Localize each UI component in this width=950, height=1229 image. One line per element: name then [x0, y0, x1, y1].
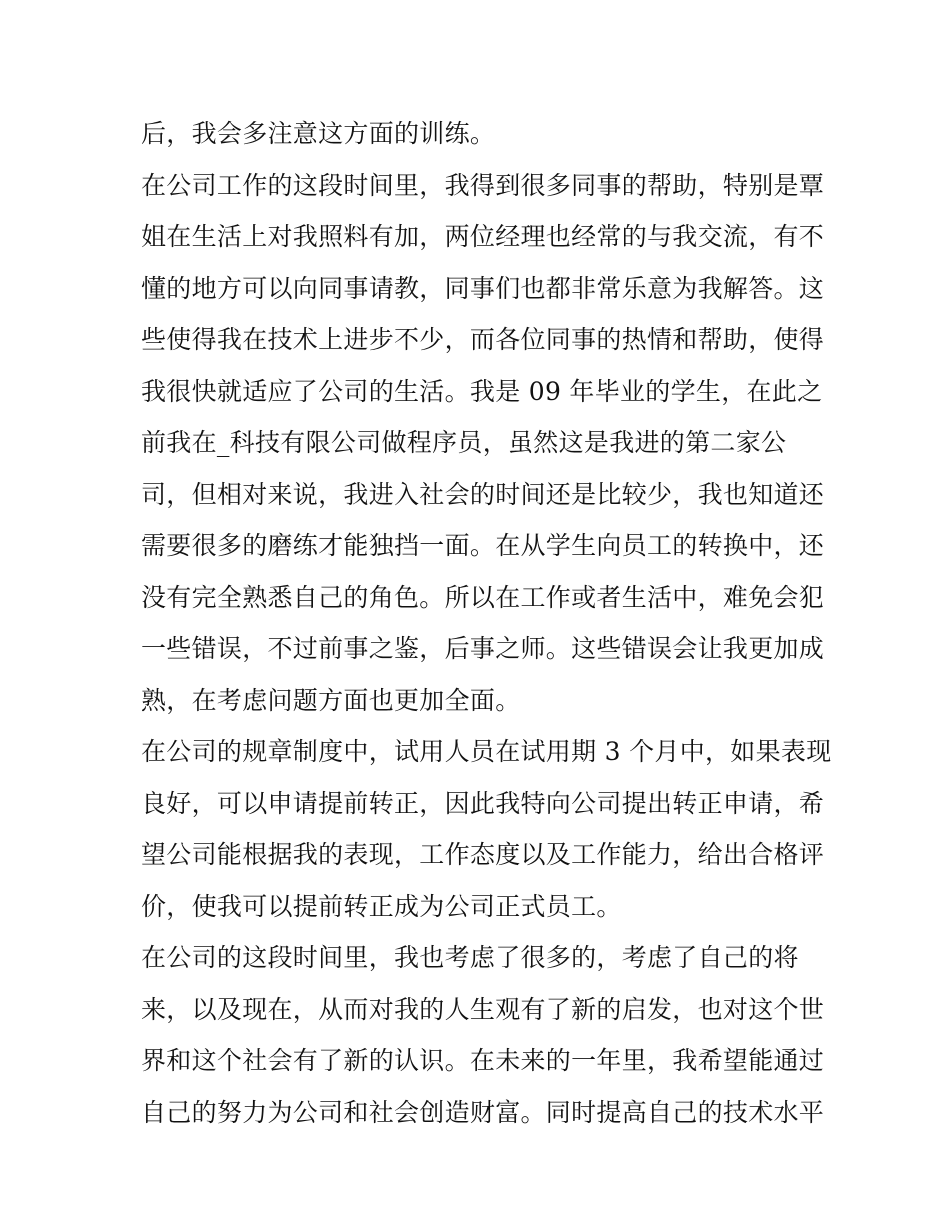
text-line: 在公司的规章制度中，试用人员在试用期 3 个月中，如果表现 [141, 737, 832, 766]
text-line: 懂的地方可以向同事请教，同事们也都非常乐意为我解答。这 [141, 273, 825, 303]
text-line: 良好，可以申请提前转正，因此我特向公司提出转正申请，希 [141, 788, 825, 818]
body-text [141, 108, 832, 1138]
text-line: 没有完全熟悉自己的角色。所以在工作或者生活中，难免会犯 [141, 582, 825, 612]
text-line: 望公司能根据我的表现，工作态度以及工作能力，给出合格评 [141, 840, 825, 869]
text-line: 来，以及现在，从而对我的人生观有了新的启发，也对这个世 [141, 994, 825, 1024]
text-line: 在公司工作的这段时间里，我得到很多同事的帮助，特别是覃 [141, 170, 825, 200]
text-line: 司，但相对来说，我进入社会的时间还是比较少，我也知道还 [141, 479, 825, 509]
text-line: 界和这个社会有了新的认识。在未来的一年里，我希望能通过 [141, 1046, 825, 1075]
text-line: 姐在生活上对我照料有加，两位经理也经常的与我交流，有不 [141, 222, 825, 251]
text-line: 需要很多的磨练才能独挡一面。在从学生向员工的转换中，还 [141, 531, 825, 560]
text-line: 些使得我在技术上进步不少，而各位同事的热情和帮助，使得 [141, 325, 825, 354]
text-line: 自己的努力为公司和社会创造财富。同时提高自己的技术水平 [141, 1097, 825, 1127]
text-line: 价，使我可以提前转正成为公司正式员工。 [141, 891, 622, 921]
text-line: 一些错误，不过前事之鉴，后事之师。这些错误会让我更加成 [141, 634, 825, 663]
text-line: 熟，在考虑问题方面也更加全面。 [141, 685, 521, 715]
text-line: 后，我会多注意这方面的训练。 [141, 119, 496, 148]
text-line: 前我在_科技有限公司做程序员，虽然这是我进的第二家公 [141, 428, 787, 457]
text-line: 我很快就适应了公司的生活。我是 09 年毕业的学生，在此之 [141, 376, 823, 406]
text-line: 在公司的这段时间里，我也考虑了很多的，考虑了自己的将 [141, 943, 799, 972]
